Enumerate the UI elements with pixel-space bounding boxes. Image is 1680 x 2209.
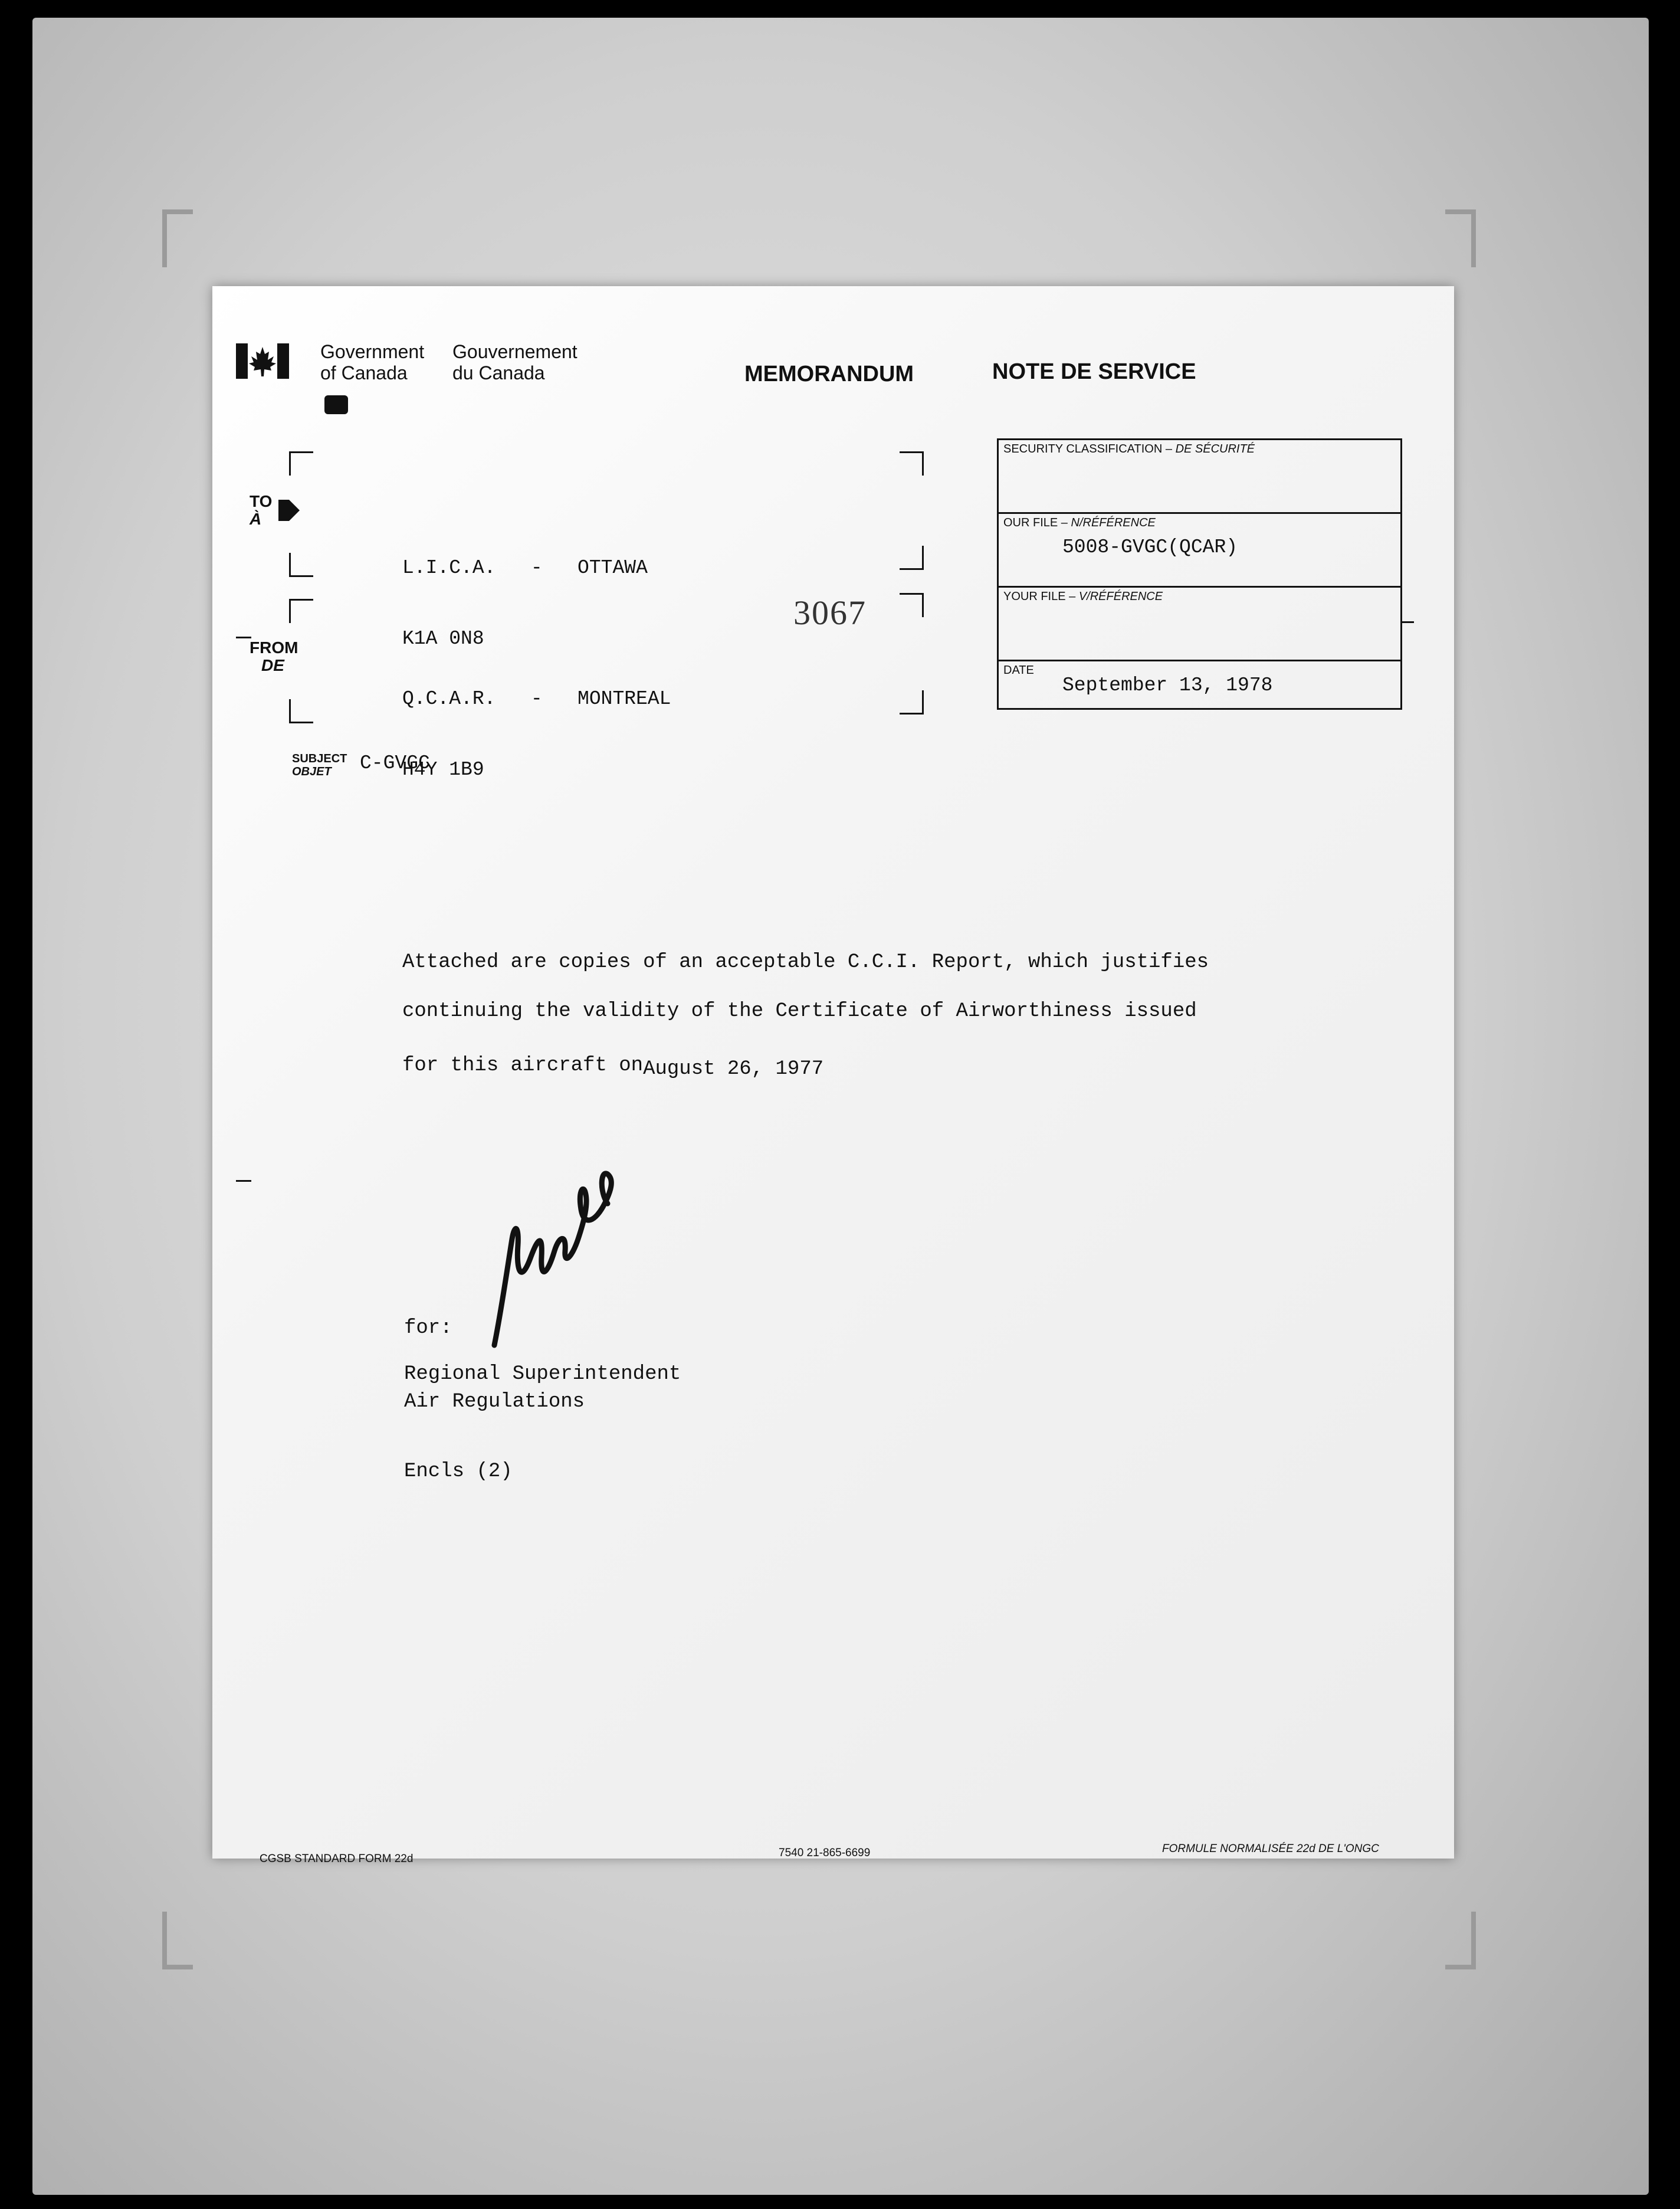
enclosures: Encls (2)	[404, 1460, 513, 1483]
body-line-1: Attached are copies of an acceptable C.C.I. Report, which justifies	[402, 951, 1209, 974]
security-classification-cell	[999, 440, 1400, 514]
gov-en-line2: of Canada	[320, 362, 408, 384]
your-file-label-en: YOUR FILE	[1003, 590, 1066, 603]
subject-value: C-GVGC	[360, 752, 430, 774]
crop-mark-top-right	[1445, 209, 1476, 267]
crop-mark-top-left	[162, 209, 193, 267]
gov-fr-line2: du Canada	[452, 362, 545, 384]
security-label-en: SECURITY CLASSIFICATION	[1003, 443, 1163, 455]
memorandum-title: MEMORANDUM	[744, 362, 914, 386]
our-file-label-fr: N/RÉFÉRENCE	[1071, 516, 1156, 529]
footer-right: FORMULE NORMALISÉE 22d DE L'ONGC	[1162, 1843, 1379, 1855]
ink-blot-mark	[324, 395, 348, 414]
to-label	[250, 493, 272, 528]
crop-mark-bottom-left	[162, 1912, 193, 1969]
signature-title-1: Regional Superintendent	[404, 1363, 681, 1385]
body-line-3-prefix: for this aircraft on	[402, 1054, 644, 1077]
memorandum-page	[212, 286, 1454, 1865]
footer-left: CGSB STANDARD FORM 22d	[260, 1853, 414, 1865]
security-classification-label: SECURITY CLASSIFICATION – DE SÉCURITÉ	[1003, 443, 1255, 455]
gouvernement-du-canada-fr	[452, 341, 578, 384]
subject-label-fr: OBJET	[292, 765, 332, 778]
your-file-label: YOUR FILE – V/RÉFÉRENCE	[1003, 590, 1163, 603]
our-file-label-en: OUR FILE	[1003, 516, 1058, 529]
gov-fr-line1: Gouvernement	[452, 341, 578, 362]
stamp-number: 3067	[793, 594, 867, 632]
to-arrow-icon	[277, 497, 301, 523]
subject-label	[292, 752, 347, 778]
from-bracket-bottom-left	[289, 699, 313, 723]
our-file-label: OUR FILE – N/RÉFÉRENCE	[1003, 516, 1156, 529]
signature-title-2: Air Regulations	[404, 1391, 585, 1413]
footer-center: 7540 21-865-6699	[779, 1847, 871, 1859]
infobox-side-tick	[1402, 621, 1414, 623]
from-address-line1: Q.C.A.R. - MONTREAL	[402, 688, 671, 710]
to-address-line1: L.I.C.A. - OTTAWA	[402, 557, 648, 579]
from-label-en: FROM	[250, 638, 298, 657]
date-label: DATE	[1003, 664, 1034, 677]
handwritten-signature	[484, 1168, 619, 1351]
body-line-2: continuing the validity of the Certificate of Airworthiness issued	[402, 1000, 1197, 1022]
to-label-fr: À	[250, 510, 262, 528]
to-label-en: TO	[250, 492, 273, 510]
from-bracket-bottom-right	[900, 690, 924, 715]
to-bracket-top-right	[900, 451, 924, 476]
to-bracket-bottom-right	[900, 546, 924, 570]
to-bracket-top-left	[289, 451, 313, 476]
government-of-canada-en	[320, 341, 424, 384]
from-label-fr: DE	[261, 656, 284, 674]
security-label-fr: DE SÉCURITÉ	[1175, 443, 1255, 455]
canada-flag-logo	[236, 343, 289, 379]
from-dash-mark	[236, 637, 251, 638]
your-file-label-fr: V/RÉFÉRENCE	[1078, 590, 1163, 603]
our-file-value: 5008-GVGC(QCAR)	[1062, 536, 1238, 558]
to-address-line2: K1A 0N8	[402, 628, 484, 650]
crop-mark-bottom-right	[1445, 1912, 1476, 1969]
from-bracket-top-right	[900, 593, 924, 617]
from-address-line2: H4Y 1B9	[402, 759, 484, 781]
to-bracket-bottom-left	[289, 553, 313, 577]
note-de-service-title: NOTE DE SERVICE	[992, 359, 1196, 384]
from-bracket-top-left	[289, 599, 313, 623]
body-line-3	[402, 1054, 824, 1080]
date-cell	[999, 661, 1400, 712]
subject-label-en: SUBJECT	[292, 752, 347, 765]
signature-for: for:	[404, 1317, 452, 1339]
margin-dash-mark	[236, 1180, 251, 1182]
your-file-cell	[999, 588, 1400, 661]
from-label	[250, 639, 298, 674]
date-value: September 13, 1978	[1062, 674, 1273, 696]
file-info-box	[997, 438, 1402, 710]
our-file-cell	[999, 514, 1400, 588]
body-line-3-date: August 26, 1977	[643, 1058, 824, 1080]
gov-en-line1: Government	[320, 341, 425, 362]
from-address	[402, 640, 671, 829]
